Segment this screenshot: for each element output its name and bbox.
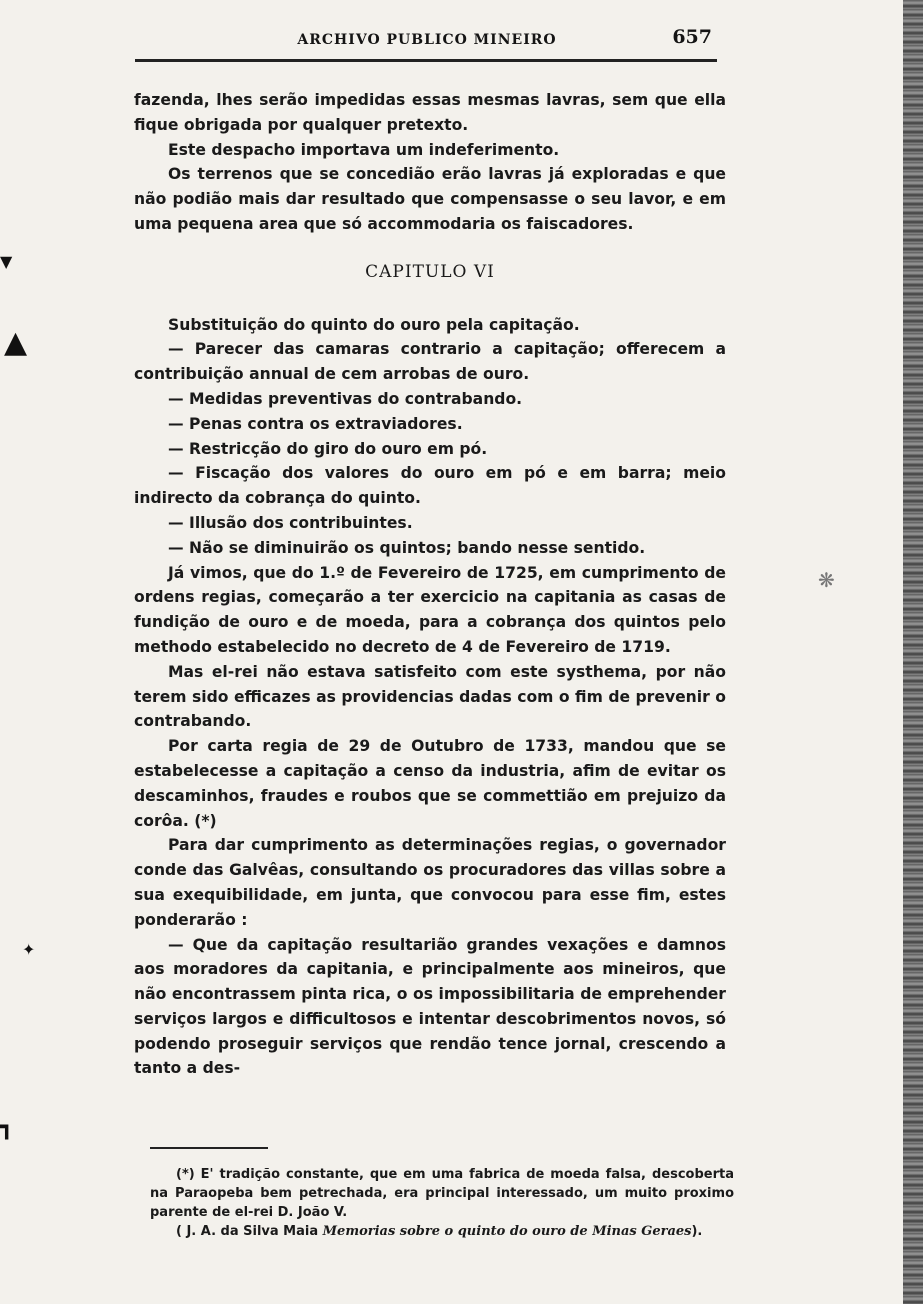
chapter-title: CAPITULO VI bbox=[365, 261, 495, 282]
paragraph: fazenda, lhes serão impedidas essas mesmas lavras, sem que ella fique obrigada por qualquer pretexto. bbox=[134, 91, 726, 134]
paragraph: — Que da capitação resultarião grandes vexações e damnos aos moradores da capitania, e principalmente aos mineiros, que não encontrassem pinta rica, o os impossibilitaria de emprehender serviços largos e difficultosos e intentar descobrimentos novos, só podendo proseguir serviços que rendão tence jornal, crescendo a tanto a des- bbox=[134, 935, 726, 1078]
summary-item: — Não se diminuirão os quintos; bando nesse sentido. bbox=[168, 538, 646, 557]
footnotes bbox=[150, 1165, 734, 1241]
page-body bbox=[134, 88, 726, 1081]
paragraph: Este despacho importava um indeferimento. bbox=[168, 140, 560, 159]
footnote-rule bbox=[150, 1147, 268, 1149]
footnote-source bbox=[150, 1222, 734, 1241]
source-title: Memorias sobre o quinto do ouro de Minas Geraes bbox=[322, 1224, 692, 1239]
scan-edge bbox=[903, 0, 923, 1304]
summary-item: — Fiscação dos valores do ouro em pó e em barra; meio indirecto da cobrança do quinto. bbox=[134, 464, 726, 508]
summary-item: — Restricção do giro do ouro em pó. bbox=[168, 439, 488, 458]
summary-item: — Illusão dos contribuintes. bbox=[168, 513, 413, 532]
summary-item: — Parecer das camaras contrario a capitação; offerecem a contribuição annual de cem arrobas de ouro. bbox=[134, 340, 726, 384]
page-number: 657 bbox=[672, 26, 712, 48]
footnote: (*) E' tradição constante, que em uma fabrica de moeda falsa, descoberta na Paraopeba bem petrechada, era principal interessado, um muito proximo parente de el-rei D. João V. bbox=[150, 1167, 734, 1220]
margin-mark-icon: ▼ bbox=[0, 252, 13, 271]
paragraph: Já vimos, que do 1.º de Fevereiro de 1725, em cumprimento de ordens regias, começarão a ter exercicio na capitania as casas de fundição de ouro e de moeda, para a cobrança dos quintos pelo methodo estabelecido no decreto de 4 de Fevereiro de 1719. bbox=[134, 563, 726, 656]
ink-spot-icon: ❋ bbox=[818, 568, 835, 592]
margin-mark-icon: ✦ bbox=[22, 940, 36, 959]
summary-item: Substituição do quinto do ouro pela capitação. bbox=[168, 315, 580, 334]
margin-mark-icon: ┓ bbox=[0, 1115, 14, 1140]
source-end: ). bbox=[691, 1224, 703, 1239]
paragraph: Para dar cumprimento as determinações regias, o governador conde das Galvêas, consultando os procuradores das villas sobre a sua exequibilidade, em junta, que convocou para esse fim, estes ponderarão : bbox=[134, 836, 726, 929]
paragraph: Os terrenos que se concedião erão lavras já exploradas e que não podião mais dar resultado que compensasse o seu lavor, e em uma pequena area que só accommodaria os faiscadores. bbox=[134, 165, 726, 233]
header-rule bbox=[135, 59, 717, 62]
source-author: ( J. A. da Silva Maia bbox=[176, 1224, 319, 1239]
page-header bbox=[138, 26, 716, 56]
running-title: ARCHIVO PUBLICO MINEIRO bbox=[297, 32, 557, 48]
paragraph: Por carta regia de 29 de Outubro de 1733, mandou que se estabelecesse a capitação a censo da industria, afim de evitar os descaminhos, fraudes e roubos que se commettião em prejuizo da corôa. (*) bbox=[134, 737, 726, 830]
margin-mark-icon: ▲ bbox=[4, 325, 28, 360]
summary-item: — Medidas preventivas do contrabando. bbox=[168, 389, 523, 408]
summary-item: — Penas contra os extraviadores. bbox=[168, 414, 463, 433]
paragraph: Mas el-rei não estava satisfeito com este systhema, por não terem sido efficazes as providencias dadas com o fim de prevenir o contrabando. bbox=[134, 662, 726, 731]
